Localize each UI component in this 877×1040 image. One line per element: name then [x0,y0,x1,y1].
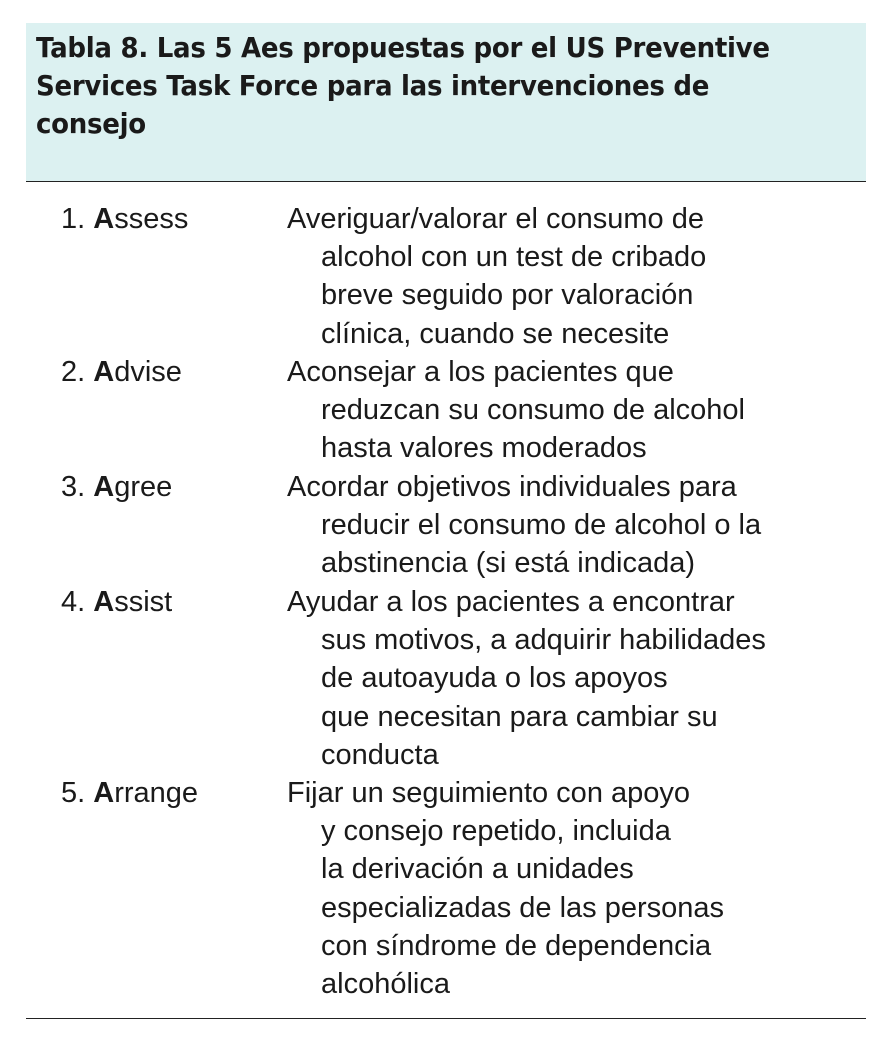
description-line: Averiguar/valorar el consumo de [287,203,704,235]
row-term-rest: ssess [114,203,189,235]
description-line: Aconsejar a los pacientes que [287,356,674,388]
description-line: clínica, cuando se necesite [321,317,670,350]
description-line: reduzcan su consumo de alcohol [321,394,745,427]
row-description [287,774,862,1003]
description-line: sus motivos, a adquirir habilidades [321,624,766,657]
description-line: breve seguido por valoración [321,279,694,312]
description-line: Fijar un seguimiento con apoyo [287,777,691,809]
row-number: 4. [61,586,86,618]
row-initial: A [93,356,115,388]
description-line: la derivación a unidades [321,853,634,886]
title-line: Services Task Force para las intervenciones de [36,69,710,102]
description-line: alcohol con un test de cribado [321,241,707,274]
row-term [61,774,281,812]
row-term-rest: ssist [114,586,173,618]
row-description [287,200,862,353]
row-initial: A [93,777,115,809]
row-term-rest: dvise [114,356,182,388]
description-line: especializadas de las personas [321,891,725,924]
row-description [287,468,862,583]
description-line: conducta [321,738,439,771]
title-line: Tabla 8. Las 5 Aes propuestas por el US Preventive [36,31,770,64]
row-initial: A [93,203,115,235]
row-term [61,583,281,621]
description-line: de autoayuda o los apoyos [321,662,668,695]
row-number: 1. [61,203,86,235]
description-line: reducir el consumo de alcohol o la [321,509,762,542]
description-line: y consejo repetido, incluida [321,815,671,848]
row-number: 3. [61,471,86,503]
description-line: abstinencia (si está indicada) [321,547,695,580]
row-term [61,200,281,238]
description-line: con síndrome de dependencia [321,929,712,962]
row-number: 2. [61,356,86,388]
row-initial: A [93,586,115,618]
row-term-rest: gree [114,471,173,503]
row-description [287,583,862,774]
row-term [61,353,281,391]
description-line: hasta valores moderados [321,432,647,465]
description-line: Acordar objetivos individuales para [287,471,737,503]
row-description [287,353,862,468]
row-initial: A [93,471,115,503]
bottom-rule [26,1018,866,1019]
title-line: consejo [36,107,146,140]
row-number: 5. [61,777,86,809]
description-line: que necesitan para cambiar su [321,700,718,733]
description-line: alcohólica [321,968,450,1001]
description-line: Ayudar a los pacientes a encontrar [287,586,735,618]
row-term-rest: rrange [114,777,199,809]
row-term [61,468,281,506]
